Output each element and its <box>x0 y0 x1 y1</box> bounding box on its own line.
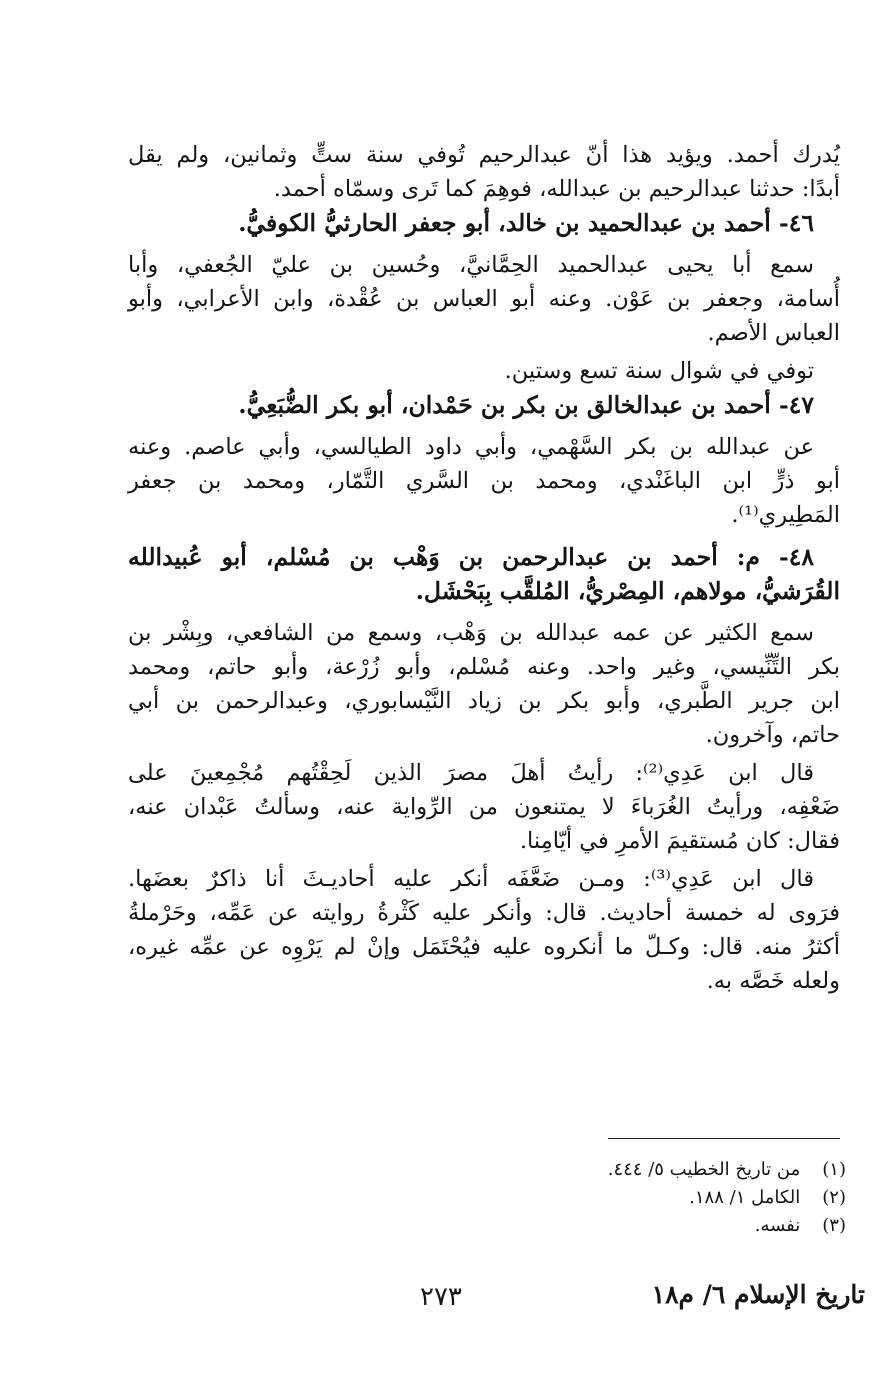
entry-heading-48 <box>128 540 840 608</box>
text-line: أُسامة، وجعفر بن عَوْن. وعنه أبو العباس بن عُقْدة، وابن الأعرابي، وأبو <box>128 286 840 312</box>
footnote-text: نفسه. <box>754 1215 801 1236</box>
page-footer <box>0 1280 879 1330</box>
footnote-2 <box>420 1184 846 1212</box>
text-line: المَطِيري⁽¹⁾. <box>731 502 840 528</box>
footnote-number: (٢) <box>822 1187 846 1208</box>
paragraph-entry-46 <box>128 248 840 350</box>
footnote-text: الكامل ١/ ١٨٨. <box>689 1187 801 1208</box>
death-note-46: توفي في شوال سنة تسع وستين. <box>504 358 814 384</box>
footnote-text: من تاريخ الخطيب ٥/ ٤٤٤. <box>607 1159 801 1180</box>
text-line: عن عبدالله بن بكر السَّهْمي، وأبي داود الطيالسي، وأبي عاصم. وعنه <box>128 434 814 460</box>
text-line: ضَعْفِه، ورأيتُ الغُرَباءَ لا يمتنعون من الرِّواية عنه، وسألتُ عَبْدان عنه، <box>128 794 840 820</box>
paragraph-ibn-adi-2 <box>128 862 840 998</box>
footnotes <box>420 1156 846 1240</box>
book-signature: تاريخ الإسلام ٦/ م١٨ <box>651 1280 865 1309</box>
paragraph-entry-48 <box>128 616 840 752</box>
text-line: سمع أبا يحيى عبدالحميد الحِمَّانيَّ، وحُسين بن عليّ الجُعفي، وأبا <box>128 252 814 278</box>
heading-line: القُرَشيُّ، مولاهم، المِصْريُّ، المُلقَّب بِبَحْشَل. <box>415 577 840 605</box>
text-line: بكر التِّنِّيسي، وغير واحد. وعنه مُسْلم، وأبو زُرْعة، وأبو حاتم، ومحمد <box>128 654 840 680</box>
main-text <box>128 138 840 998</box>
text-line: حاتم، وآخرون. <box>705 722 840 748</box>
footnote-number: (١) <box>822 1159 846 1180</box>
text-line: أبدًا: حدثنا عبدالرحيم بن عبدالله، فوهِمَ كما تَرى وسمّاه أحمد. <box>273 176 840 202</box>
text-line: ابن جرير الطَّبري، وأبو بكر بن زياد النَّيْسابوري، وعبدالرحمن بن أبي <box>128 688 840 714</box>
text-line: قال ابن عَدِي⁽²⁾: رأيتُ أهلَ مصرَ الذين لَحِقْتُهم مُجْمِعينَ على <box>128 760 814 786</box>
entry-heading-47: ٤٧- أحمد بن عبدالخالق بن بكر بن حَمْدان، أبو بكر الضُّبَعِيُّ. <box>238 391 814 419</box>
text-line: فقال: كان مُستقيمَ الأمرِ في أيّامِنا. <box>519 828 840 854</box>
footnote-3 <box>420 1212 846 1240</box>
text-line: ولعله خَصَّه به. <box>706 968 840 994</box>
text-line: العباس الأصم. <box>707 320 840 346</box>
text-line: أكثرُ منه. قال: وكـلّ ما أنكروه عليه فيُحْتَمَل وإنْ لم يَرْوِه عن عمِّه غيره، <box>128 934 840 960</box>
footnote-number: (٣) <box>822 1215 846 1236</box>
paragraph-ibn-adi-1 <box>128 756 840 858</box>
footnote-1 <box>420 1156 846 1184</box>
paragraph-entry-47 <box>128 430 840 532</box>
entry-heading-46: ٤٦- أحمد بن عبدالحميد بن خالد، أبو جعفر الحارثيُّ الكوفيُّ. <box>238 209 814 237</box>
page-number: ٢٧٣ <box>420 1282 462 1312</box>
text-line: قال ابن عَدِي⁽³⁾: ومـن ضَعَّفَه أنكر عليه أحاديـثَ أنا ذاكرٌ بعضَها. <box>128 866 814 892</box>
paragraph-continuation <box>128 138 840 206</box>
text-line: أبو ذرٍّ ابن الباغَنْدي، ومحمد بن السَّري التَّمّار، ومحمد بن جعفر <box>128 468 840 494</box>
heading-line: ٤٨- م: أحمد بن عبدالرحمن بن وَهْب بن مُسْلم، أبو عُبيدالله <box>128 543 814 571</box>
text-line: سمع الكثير عن عمه عبدالله بن وَهْب، وسمع من الشافعي، وبِشْر بن <box>128 620 814 646</box>
text-line: يُدرك أحمد. ويؤيد هذا أنّ عبدالرحيم تُوفي سنة ستٍّ وثمانين، ولم يقل <box>128 142 840 168</box>
text-line: فرَوى له خمسة أحاديث. قال: وأنكر عليه كَثْرةُ روايته عن عَمِّه، وحَرْملةُ <box>128 900 840 926</box>
footnote-divider <box>608 1138 840 1139</box>
